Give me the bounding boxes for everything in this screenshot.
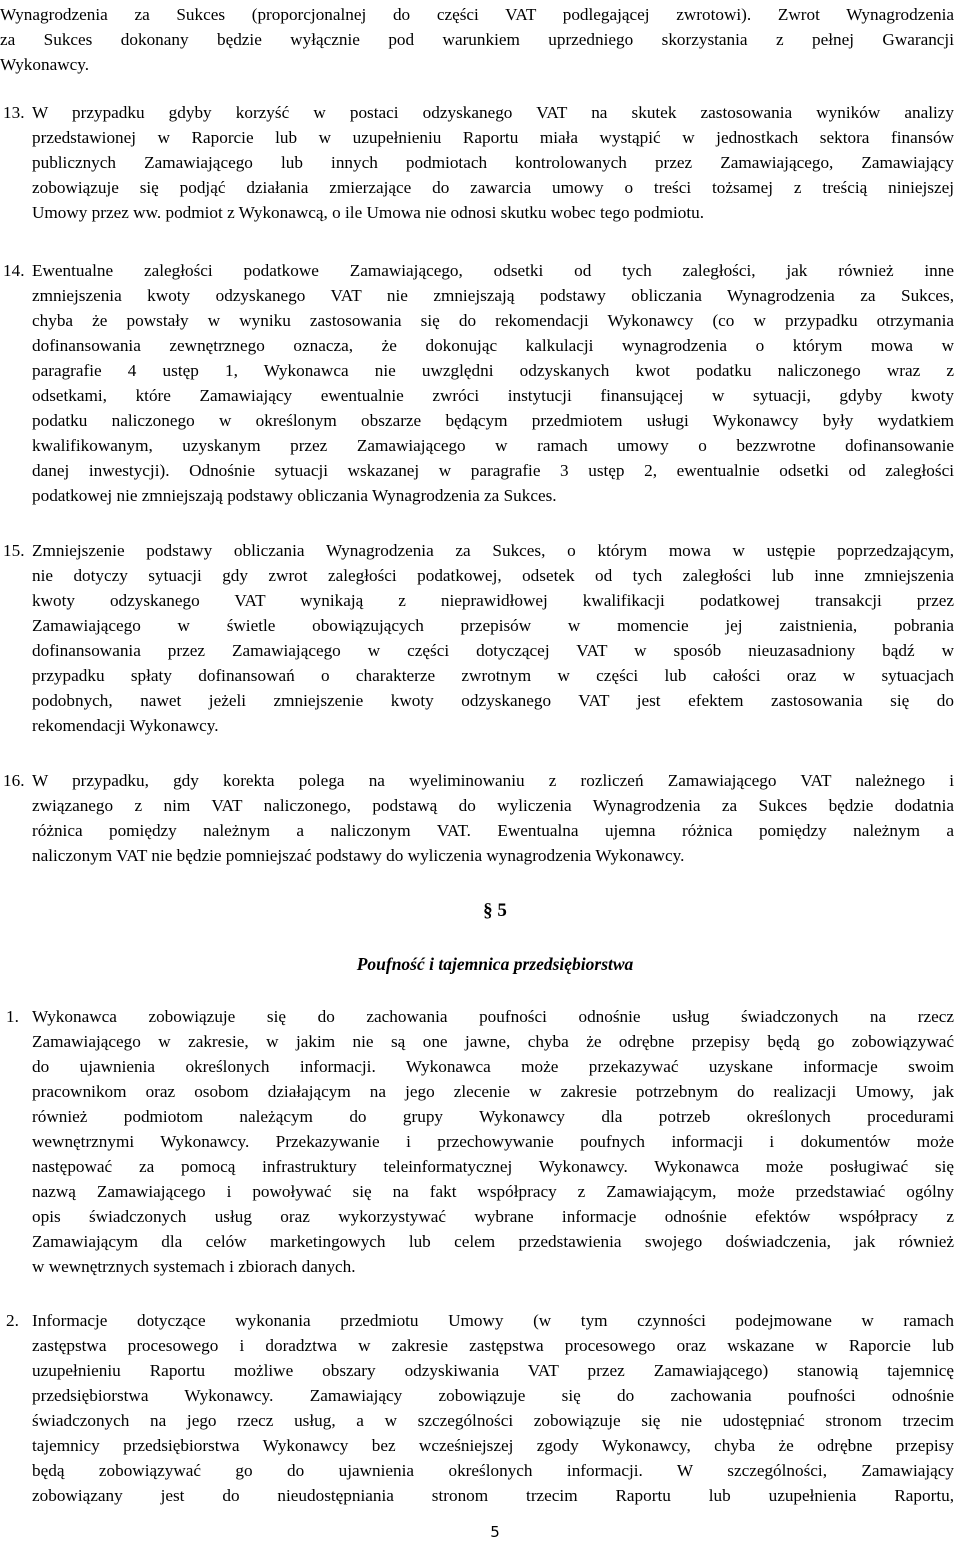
text-line: również podmiotom należącym do grupy Wykonawcy dla potrzeb określonych procedurami (32, 1107, 954, 1126)
text-line: naliczonym VAT nie będzie pomniejszać podstawy do wyliczenia wynagrodzenia Wykonawcy. (32, 846, 685, 865)
text-line: za Sukces dokonany będzie wyłącznie pod warunkiem uprzedniego skorzystania z pełnej Gwarancji (0, 30, 954, 49)
text-line: zastępstwa procesowego i doradztwa w zakresie zastępstwa procesowego oraz wskazane w Raporcie lub (32, 1336, 954, 1355)
text-line: kwalifikowanym, uzyskanym przez Zamawiającego w ramach umowy o bezzwrotne dofinansowanie (32, 436, 954, 455)
text-line: Zamawiającego w zakresie, w jakim nie są one jawne, chyba że odrębne przepisy będą go zobowiązywać (32, 1032, 954, 1051)
text-line: podatkowej nie zmniejszają podstawy obliczania Wynagrodzenia za Sukces. (32, 486, 557, 505)
text-line: przedsiębiorstwa Wykonawcy. Zamawiający zobowiązuje się do zachowania poufności odnośnie (32, 1386, 954, 1405)
section-number: § 5 (483, 900, 507, 921)
text-line: będą zobowiązywać go do ujawnienia określonych informacji. W szczególności, Zamawiający (32, 1461, 954, 1480)
text-line: związanego z nim VAT naliczonego, podstawą do wyliczenia Wynagrodzenia za Sukces będzie dodatnia (32, 796, 954, 815)
text-line: dofinansowania zewnętrznego oznacza, że dokonując kalkulacji wynagrodzenia o którym mowa w (32, 336, 954, 355)
text-line: przypadku spłaty dofinansowań o charakterze zwrotnym w części lub całości oraz w sytuacjach (32, 666, 954, 685)
text-line: Umowy przez ww. podmiot z Wykonawcą, o ile Umowa nie odnosi skutku wobec tego podmiotu. (32, 203, 705, 222)
text-line: uzupełnieniu Raportu możliwe obszary odzyskiwania VAT przez Zamawiającego) stanowią tajemnicę (32, 1361, 954, 1380)
paragraph-number: 15. (3, 541, 25, 560)
text-line: podobnych, nawet jeżeli zmniejszenie kwoty odzyskanego VAT jest efektem zastosowania się do (32, 691, 954, 710)
text-line: następować za pomocą infrastruktury teleinformatycznej Wykonawcy. Wykonawca może posługiwać się (32, 1157, 954, 1176)
text-line: świadczonych na jego rzecz usług, a w szczególności zobowiązuje się nie udostępniać stronom trzecim (32, 1411, 954, 1430)
clause-number: 1. (6, 1007, 19, 1026)
text-line: zobowiązany jest do nieudostępniania stronom trzecim Raportu lub uzupełnienia Raportu, (32, 1486, 954, 1505)
text-line: Wynagrodzenia za Sukces (proporcjonalnej do części VAT podlegającej zwrotowi). Zwrot Wynagrodzenia (0, 5, 954, 24)
paragraph-number: 13. (3, 103, 25, 122)
text-line: Zmniejszenie podstawy obliczania Wynagrodzenia za Sukces, o którym mowa w ustępie poprzedzającym, (32, 541, 954, 560)
text-line: wewnętrznymi Wykonawcy. Przekazywanie i przechowywanie poufnych informacji i dokumentów może (32, 1132, 954, 1151)
text-line: Wykonawca zobowiązuje się do zachowania poufności odnośnie usług świadczonych na rzecz (32, 1007, 954, 1026)
text-line: opis świadczonych usług oraz wykorzystywać wybrane informacje odnośnie efektów współpracy z (32, 1207, 954, 1226)
text-line: zmniejszenia kwoty odzyskanego VAT nie zmniejszają podstawy obliczania Wynagrodzenia za Sukces, (32, 286, 954, 305)
text-line: pracownikom oraz osobom działającym na jego zlecenie w zakresie potrzebnym do realizacji Umowy, jak (32, 1082, 954, 1101)
text-line: Wykonawcy. (0, 55, 90, 74)
text-line: rekomendacji Wykonawcy. (32, 716, 219, 735)
text-line: W przypadku gdyby korzyść w postaci odzyskanego VAT na skutek zastosowania wyników analizy (32, 103, 954, 122)
text-line: w wewnętrznych systemach i zbiorach danych. (32, 1257, 356, 1276)
page-number: 5 (490, 1523, 500, 1541)
text-line: kwoty odzyskanego VAT wynikają z nieprawidłowej kwalifikacji podatkowej transakcji przez (32, 591, 954, 610)
text-line: Zamawiającego w świetle obowiązujących przepisów w momencie jej zaistnienia, pobrania (32, 616, 954, 635)
text-line: odsetkami, które Zamawiający ewentualnie zwróci instytucji finansującej w sytuacji, gdyby kwoty (32, 386, 954, 405)
text-line: tajemnicy przedsiębiorstwa Wykonawcy bez wcześniejszej zgody Wykonawcy, chyba że odrębne przepisy (32, 1436, 954, 1455)
text-line: podatku naliczonego w określonym obszarze będącym przedmiotem usługi Wykonawcy były wydatkiem (32, 411, 954, 430)
text-line: do ujawnienia określonych informacji. Wykonawca może przekazywać uzyskane informacje swoim (32, 1057, 954, 1076)
text-line: Informacje dotyczące wykonania przedmiotu Umowy (w tym czynności podejmowane w ramach (32, 1311, 954, 1330)
text-line: różnica pomiędzy należnym a naliczonym VAT. Ewentualna ujemna różnica pomiędzy należnym a (32, 821, 954, 840)
section-title: Poufność i tajemnica przedsiębiorstwa (356, 954, 634, 974)
text-line: przedstawionej w Raporcie lub w uzupełnieniu Raportu miała wystąpić w jednostkach sektora finansów (32, 128, 954, 147)
clause-number: 2. (6, 1311, 19, 1330)
text-line: Zamawiającym dla celów marketingowych lub celem przedstawienia swojego doświadczenia, jak również (32, 1232, 954, 1251)
text-line: chyba że powstały w wyniku zastosowania się do rekomendacji Wykonawcy (co w przypadku otrzymania (32, 311, 954, 330)
text-line: paragrafie 4 ustęp 1, Wykonawca nie uwzględni odzyskanych kwot podatku naliczonego wraz z (32, 361, 954, 380)
text-line: dofinansowania przez Zamawiającego w części dotyczącej VAT w sposób nieuzasadniony bądź w (32, 641, 954, 660)
paragraph-number: 14. (3, 261, 25, 280)
text-line: publicznych Zamawiającego lub innych podmiotach kontrolowanych przez Zamawiającego, Zamawiający (32, 153, 954, 172)
text-line: Ewentualne zaległości podatkowe Zamawiającego, odsetki od tych zaległości, jak również inne (32, 261, 954, 280)
text-line: zobowiązuje się podjąć działania zmierzające do zawarcia umowy o treści tożsamej z treścią niniejszej (32, 178, 954, 197)
text-line: W przypadku, gdy korekta polega na wyeliminowaniu z rozliczeń Zamawiającego VAT należnego i (32, 771, 954, 790)
paragraph-number: 16. (3, 771, 25, 790)
text-line: nazwą Zamawiającego i powoływać się na fakt współpracy z Zamawiającym, może przedstawiać ogólny (32, 1182, 954, 1201)
text-line: danej inwestycji). Odnośnie sytuacji wskazanej w paragrafie 3 ustęp 2, ewentualnie odsetki od zaległości (32, 461, 954, 480)
text-line: nie dotyczy sytuacji gdy zwrot zaległości podatkowej, odsetek od tych zaległości lub inne zmniejszenia (32, 566, 954, 585)
